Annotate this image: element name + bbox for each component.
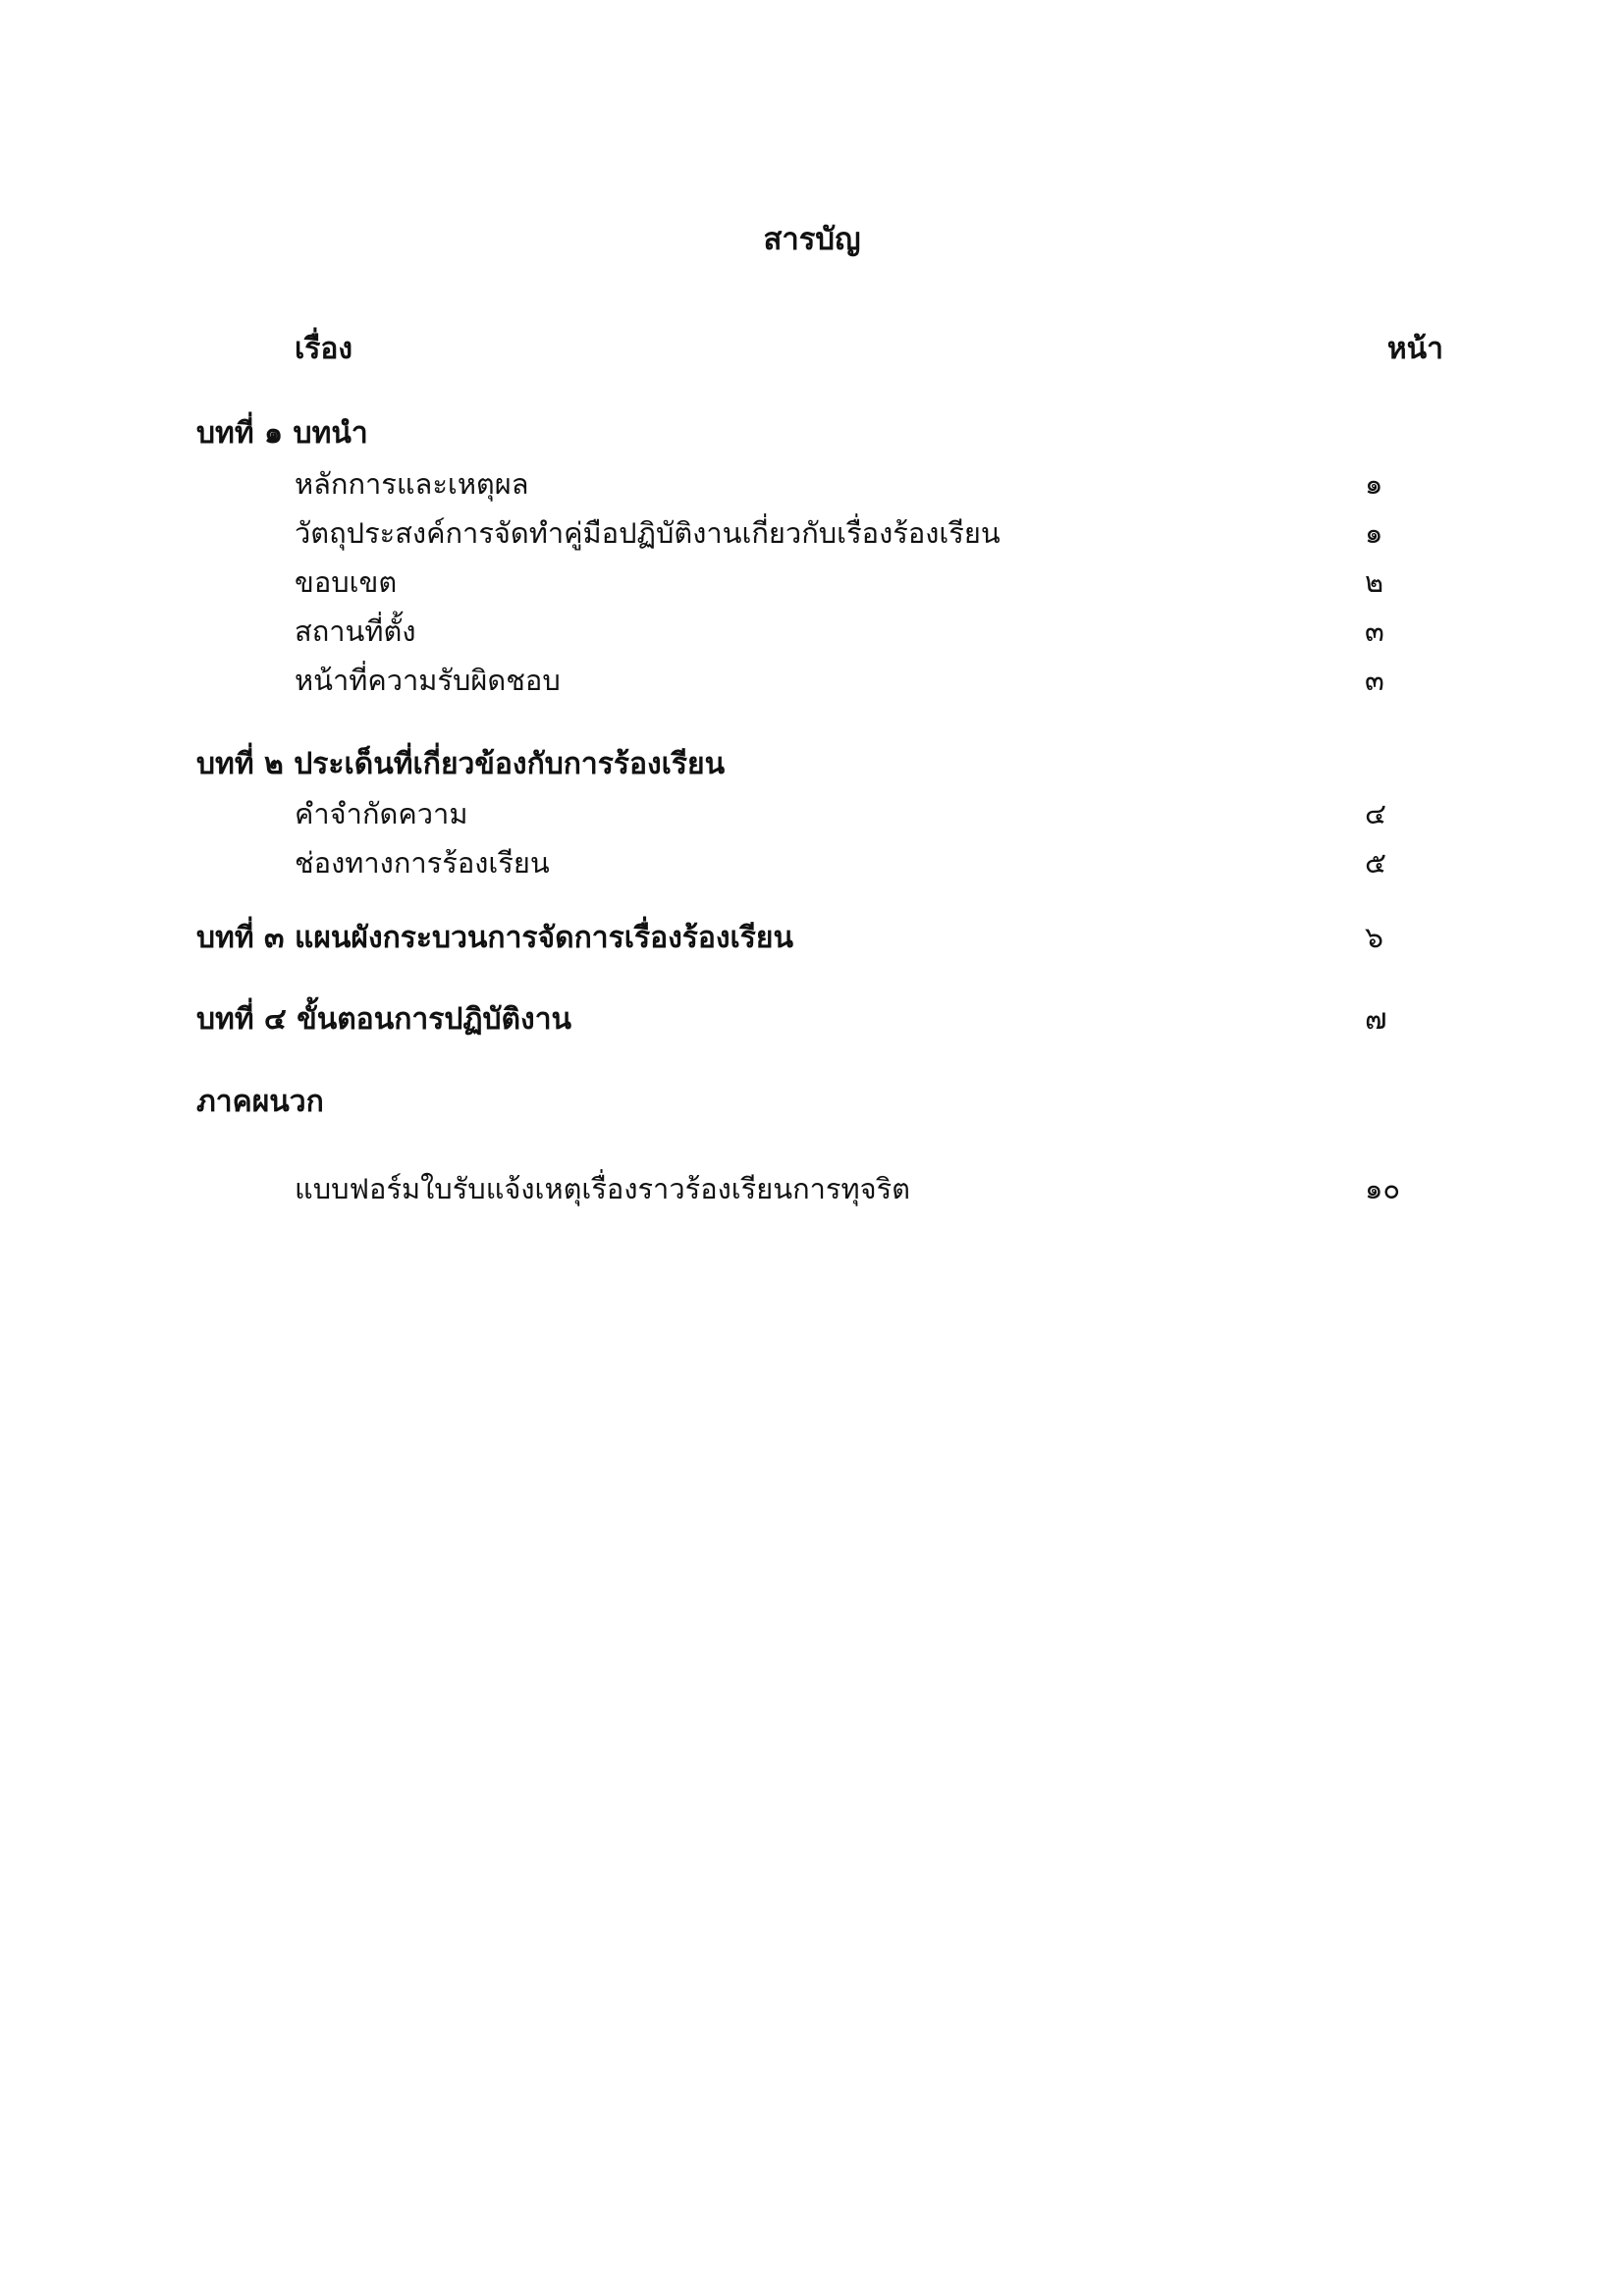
chapter-4-title: บทที่ ๔ ขั้นตอนการปฏิบัติงาน [196,1002,572,1037]
chapter-3-page: ๖ [1365,921,1384,955]
toc-entry-page: ๑๐ [1365,1172,1401,1205]
toc-entry [196,659,1443,702]
toc-entry-page: ๓ [1365,614,1384,648]
toc-entry [196,1167,1443,1210]
toc-entry-page: ๔ [1365,797,1386,830]
toc-entry [196,792,1443,835]
toc-entry-label: ช่องทางการร้องเรียน [295,846,550,880]
toc-column-header [196,328,1443,371]
toc-entry-label: วัตถุประสงค์การจัดทำคู่มือปฏิบัติงานเกี่ยวกับเรื่องร้องเรียน [295,516,1001,550]
topic-column-label: เรื่อง [295,332,353,366]
toc-entry-page: ๓ [1365,664,1384,697]
page-title: สารบัญ [763,222,861,257]
appendix-title: ภาคผนวก [196,1085,324,1119]
chapter-2-heading [196,743,1443,786]
chapter-4-page: ๗ [1365,1002,1387,1037]
toc-entry-page: ๑ [1365,467,1383,501]
toc-entry-page: ๑ [1365,516,1383,550]
toc-entry-label: ขอบเขต [295,565,398,599]
toc-entry-label: แบบฟอร์มใบรับแจ้งเหตุเรื่องราวร้องเรียนการทุจริต [295,1172,911,1205]
toc-entry-page: ๕ [1365,846,1386,880]
toc-entry [196,561,1443,604]
toc-entry-page: ๒ [1365,565,1384,599]
toc-entry-label: คำจำกัดความ [295,797,468,830]
chapter-1-title: บทที่ ๑ บทนำ [196,416,368,451]
toc-entry-label: หน้าที่ความรับผิดชอบ [295,664,561,697]
chapter-3-title: บทที่ ๓ แผนผังกระบวนการจัดการเรื่องร้องเรียน [196,921,793,955]
appendix-heading [196,1081,1443,1124]
toc-entry [196,610,1443,653]
chapter-3-heading [196,917,1443,960]
chapter-4-heading [196,998,1443,1041]
toc-entry [196,841,1443,884]
chapter-1-heading [196,412,1443,455]
toc-entry-label: หลักการและเหตุผล [295,467,529,501]
toc-entry [196,462,1443,506]
toc-entry [196,511,1443,555]
page-column-label: หน้า [1386,332,1443,366]
toc-entry-label: สถานที่ตั้ง [295,614,416,648]
chapter-2-title: บทที่ ๒ ประเด็นที่เกี่ยวข้องกับการร้องเรียน [196,747,726,781]
